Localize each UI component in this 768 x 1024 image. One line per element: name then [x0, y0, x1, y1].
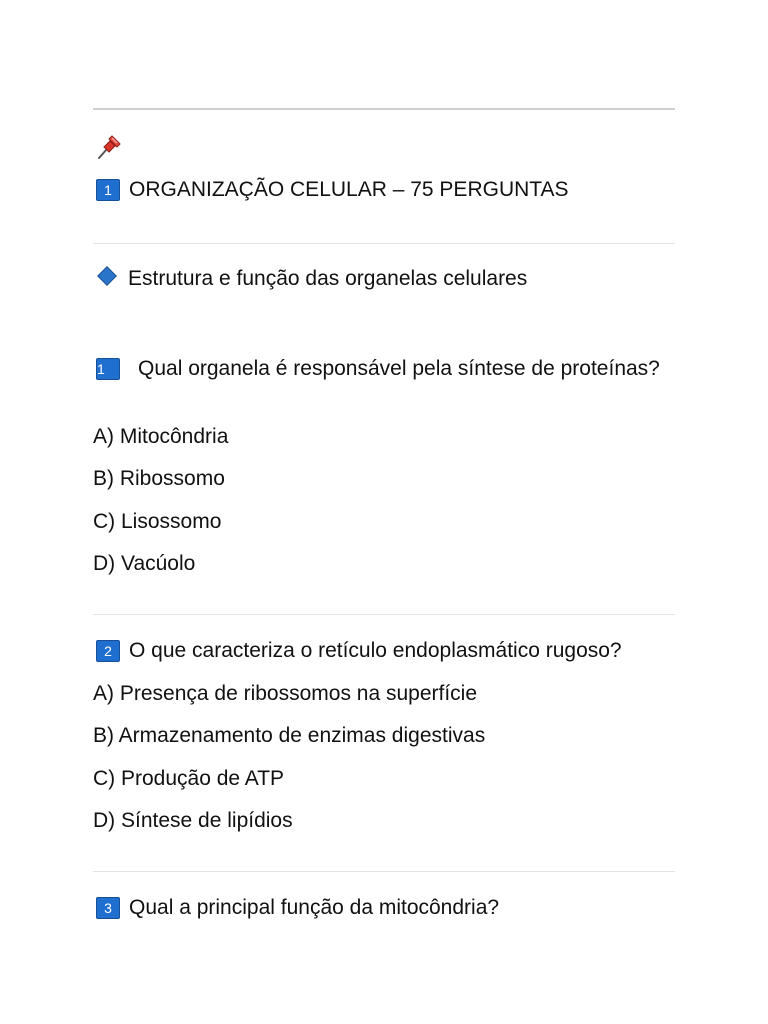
top-divider: [93, 108, 675, 110]
number-badge-icon: 2: [96, 640, 120, 662]
option: B) Ribossomo: [93, 467, 225, 490]
question-3: [93, 894, 675, 922]
topic-title: Estrutura e função das organelas celulares: [128, 267, 528, 290]
question-2: [93, 637, 675, 665]
question-text: Qual a principal função da mitocôndria?: [129, 896, 500, 919]
question-text: Qual organela é responsável pela síntese de proteínas?: [138, 357, 660, 380]
document-page: [93, 0, 675, 1024]
option: D) Vacúolo: [93, 552, 196, 575]
number-badge-icon: 3: [96, 897, 120, 919]
pushpin-icon: [95, 133, 123, 161]
divider: [93, 243, 675, 244]
topic-heading: [93, 265, 675, 293]
blue-diamond-icon: [97, 266, 117, 286]
option: C) Lisossomo: [93, 510, 222, 533]
number-badge-icon: 1: [96, 358, 120, 380]
option: B) Armazenamento de enzimas digestivas: [93, 724, 486, 747]
option: D) Síntese de lipídios: [93, 809, 293, 832]
option: A) Presença de ribossomos na superfície: [93, 682, 478, 705]
divider: [93, 614, 675, 615]
number-badge-icon: 1: [96, 179, 120, 201]
option: C) Produção de ATP: [93, 767, 285, 790]
question-text: O que caracteriza o retículo endoplasmático rugoso?: [129, 639, 622, 662]
section-title: ORGANIZAÇÃO CELULAR – 75 PERGUNTAS: [129, 178, 569, 201]
option: A) Mitocôndria: [93, 425, 229, 448]
question-1: [93, 355, 675, 382]
divider: [93, 871, 675, 872]
section-heading: [93, 176, 675, 204]
